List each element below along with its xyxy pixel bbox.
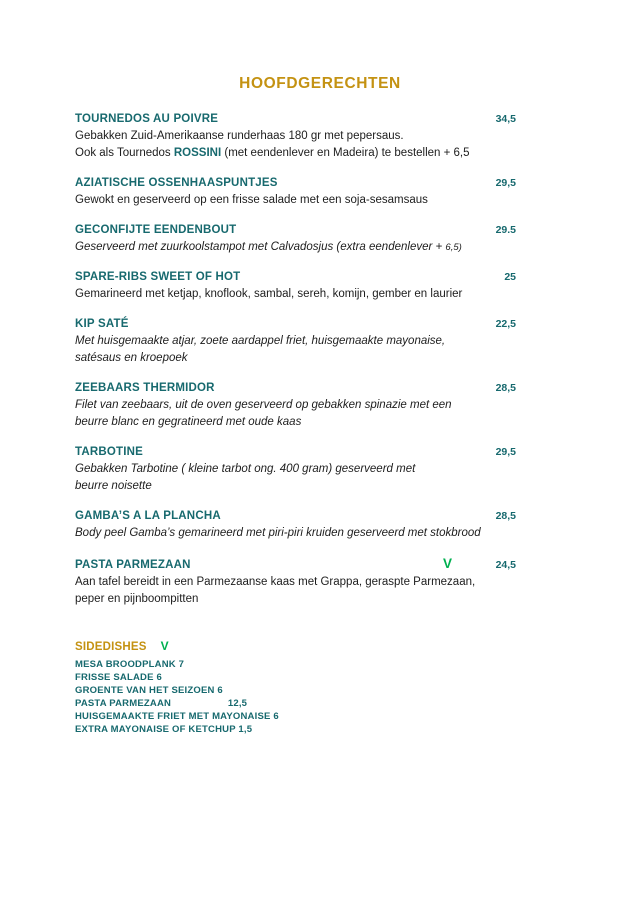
- item-description-line: beurre noisette: [75, 480, 152, 492]
- item-description-line: beurre blanc en gegratineerd met oude kaas: [75, 416, 302, 428]
- item-head: [75, 222, 516, 239]
- menu-item-tarbotine: [75, 444, 516, 495]
- item-price: 29.5: [495, 224, 516, 236]
- item-head: [75, 444, 516, 461]
- sidedish-item: MESA BROODPLANK 7: [75, 659, 185, 670]
- menu-item-gambas: [75, 508, 516, 542]
- item-description-line: [75, 145, 516, 162]
- item-name: PASTA PARMEZAAN: [75, 559, 191, 571]
- item-head: [75, 175, 516, 192]
- item-name: SPARE-RIBS SWEET OF HOT: [75, 271, 241, 283]
- item-name: TOURNEDOS AU POIVRE: [75, 113, 219, 125]
- menu-item-ossenhaaspuntjes: [75, 175, 516, 209]
- menu-item-kip-sate: [75, 316, 516, 367]
- sidedishes-header: [75, 638, 516, 655]
- sidedishes-title: SIDEDISHES: [75, 641, 147, 653]
- item-head: [75, 269, 516, 286]
- item-price: 34,5: [495, 113, 516, 125]
- item-head: [75, 508, 516, 525]
- item-price: 24,5: [495, 559, 516, 571]
- item-price: 28,5: [495, 510, 516, 522]
- item-price: 28,5: [495, 382, 516, 394]
- description-text: (met eendenlever en Madeira) te bestellen + 6,5: [221, 147, 470, 159]
- item-name: GECONFIJTE EENDENBOUT: [75, 224, 237, 236]
- item-name: AZIATISCHE OSSENHAASPUNTJES: [75, 177, 278, 189]
- item-description-line: Body peel Gamba’s gemarineerd met piri-piri kruiden geserveerd met stokbrood: [75, 527, 481, 539]
- item-description-line: Gemarineerd met ketjap, knoflook, sambal, sereh, komijn, gember en laurier: [75, 288, 463, 300]
- item-description-line: [75, 239, 516, 256]
- menu-item-pasta-parmezaan: [75, 555, 516, 608]
- item-price: 29,5: [495, 177, 516, 189]
- vegetarian-indicator: V: [442, 556, 452, 571]
- item-description-line: satésaus en kroepoek: [75, 352, 188, 364]
- item-head: [75, 380, 516, 397]
- sidedish-item: PASTA PARMEZAAN 12,5: [75, 698, 248, 709]
- description-highlight: ROSSINI: [173, 147, 222, 159]
- item-head: [75, 111, 516, 128]
- menu-item-spareribs: [75, 269, 516, 303]
- item-description-line: Gebakken Tarbotine ( kleine tarbot ong. 400 gram) geserveerd met: [75, 463, 416, 475]
- item-description-line: Aan tafel bereidt in een Parmezaanse kaas met Grappa, geraspte Parmezaan,: [75, 576, 476, 588]
- sidedish-item: FRISSE SALADE 6: [75, 672, 162, 683]
- item-price: 29,5: [495, 446, 516, 458]
- item-description-line: peper en pijnboompitten: [75, 593, 199, 605]
- sidedish-item: GROENTE VAN HET SEIZOEN 6: [75, 685, 223, 696]
- menu-item-eendenbout: [75, 222, 516, 256]
- item-head: [75, 555, 516, 574]
- item-description-line: Met huisgemaakte atjar, zoete aardappel friet, huisgemaakte mayonaise,: [75, 335, 446, 347]
- menu-item-zeebaars: [75, 380, 516, 431]
- item-price: 25: [504, 271, 516, 283]
- description-text: Geserveerd met zuurkoolstampot met Calvadosjus (extra eendenlever +: [75, 241, 446, 253]
- sidedish-item: HUISGEMAAKTE FRIET MET MAYONAISE 6: [75, 711, 279, 722]
- item-name: KIP SATÉ: [75, 318, 129, 330]
- item-name: ZEEBAARS THERMIDOR: [75, 382, 215, 394]
- sidedishes-section: [75, 638, 516, 736]
- menu-item-tournedos: [75, 111, 516, 162]
- item-description-line: Filet van zeebaars, uit de oven geserveerd op gebakken spinazie met een: [75, 399, 452, 411]
- item-name: TARBOTINE: [75, 446, 144, 458]
- sidedish-item: EXTRA MAYONAISE OF KETCHUP 1,5: [75, 724, 253, 735]
- item-name: GAMBA’S A LA PLANCHA: [75, 510, 221, 522]
- description-small-note: 6,5): [445, 242, 462, 253]
- description-text: Ook als Tournedos: [75, 147, 174, 159]
- vegetarian-indicator: V: [160, 639, 169, 653]
- item-head: [75, 316, 516, 333]
- item-price: 22,5: [495, 318, 516, 330]
- page-title: HOOFDGERECHTEN: [239, 75, 401, 92]
- item-description-line: Gewokt en geserveerd op een frisse salade met een soja-sesamsaus: [75, 194, 428, 206]
- item-description-line: Gebakken Zuid-Amerikaanse runderhaas 180 gr met pepersaus.: [75, 130, 404, 142]
